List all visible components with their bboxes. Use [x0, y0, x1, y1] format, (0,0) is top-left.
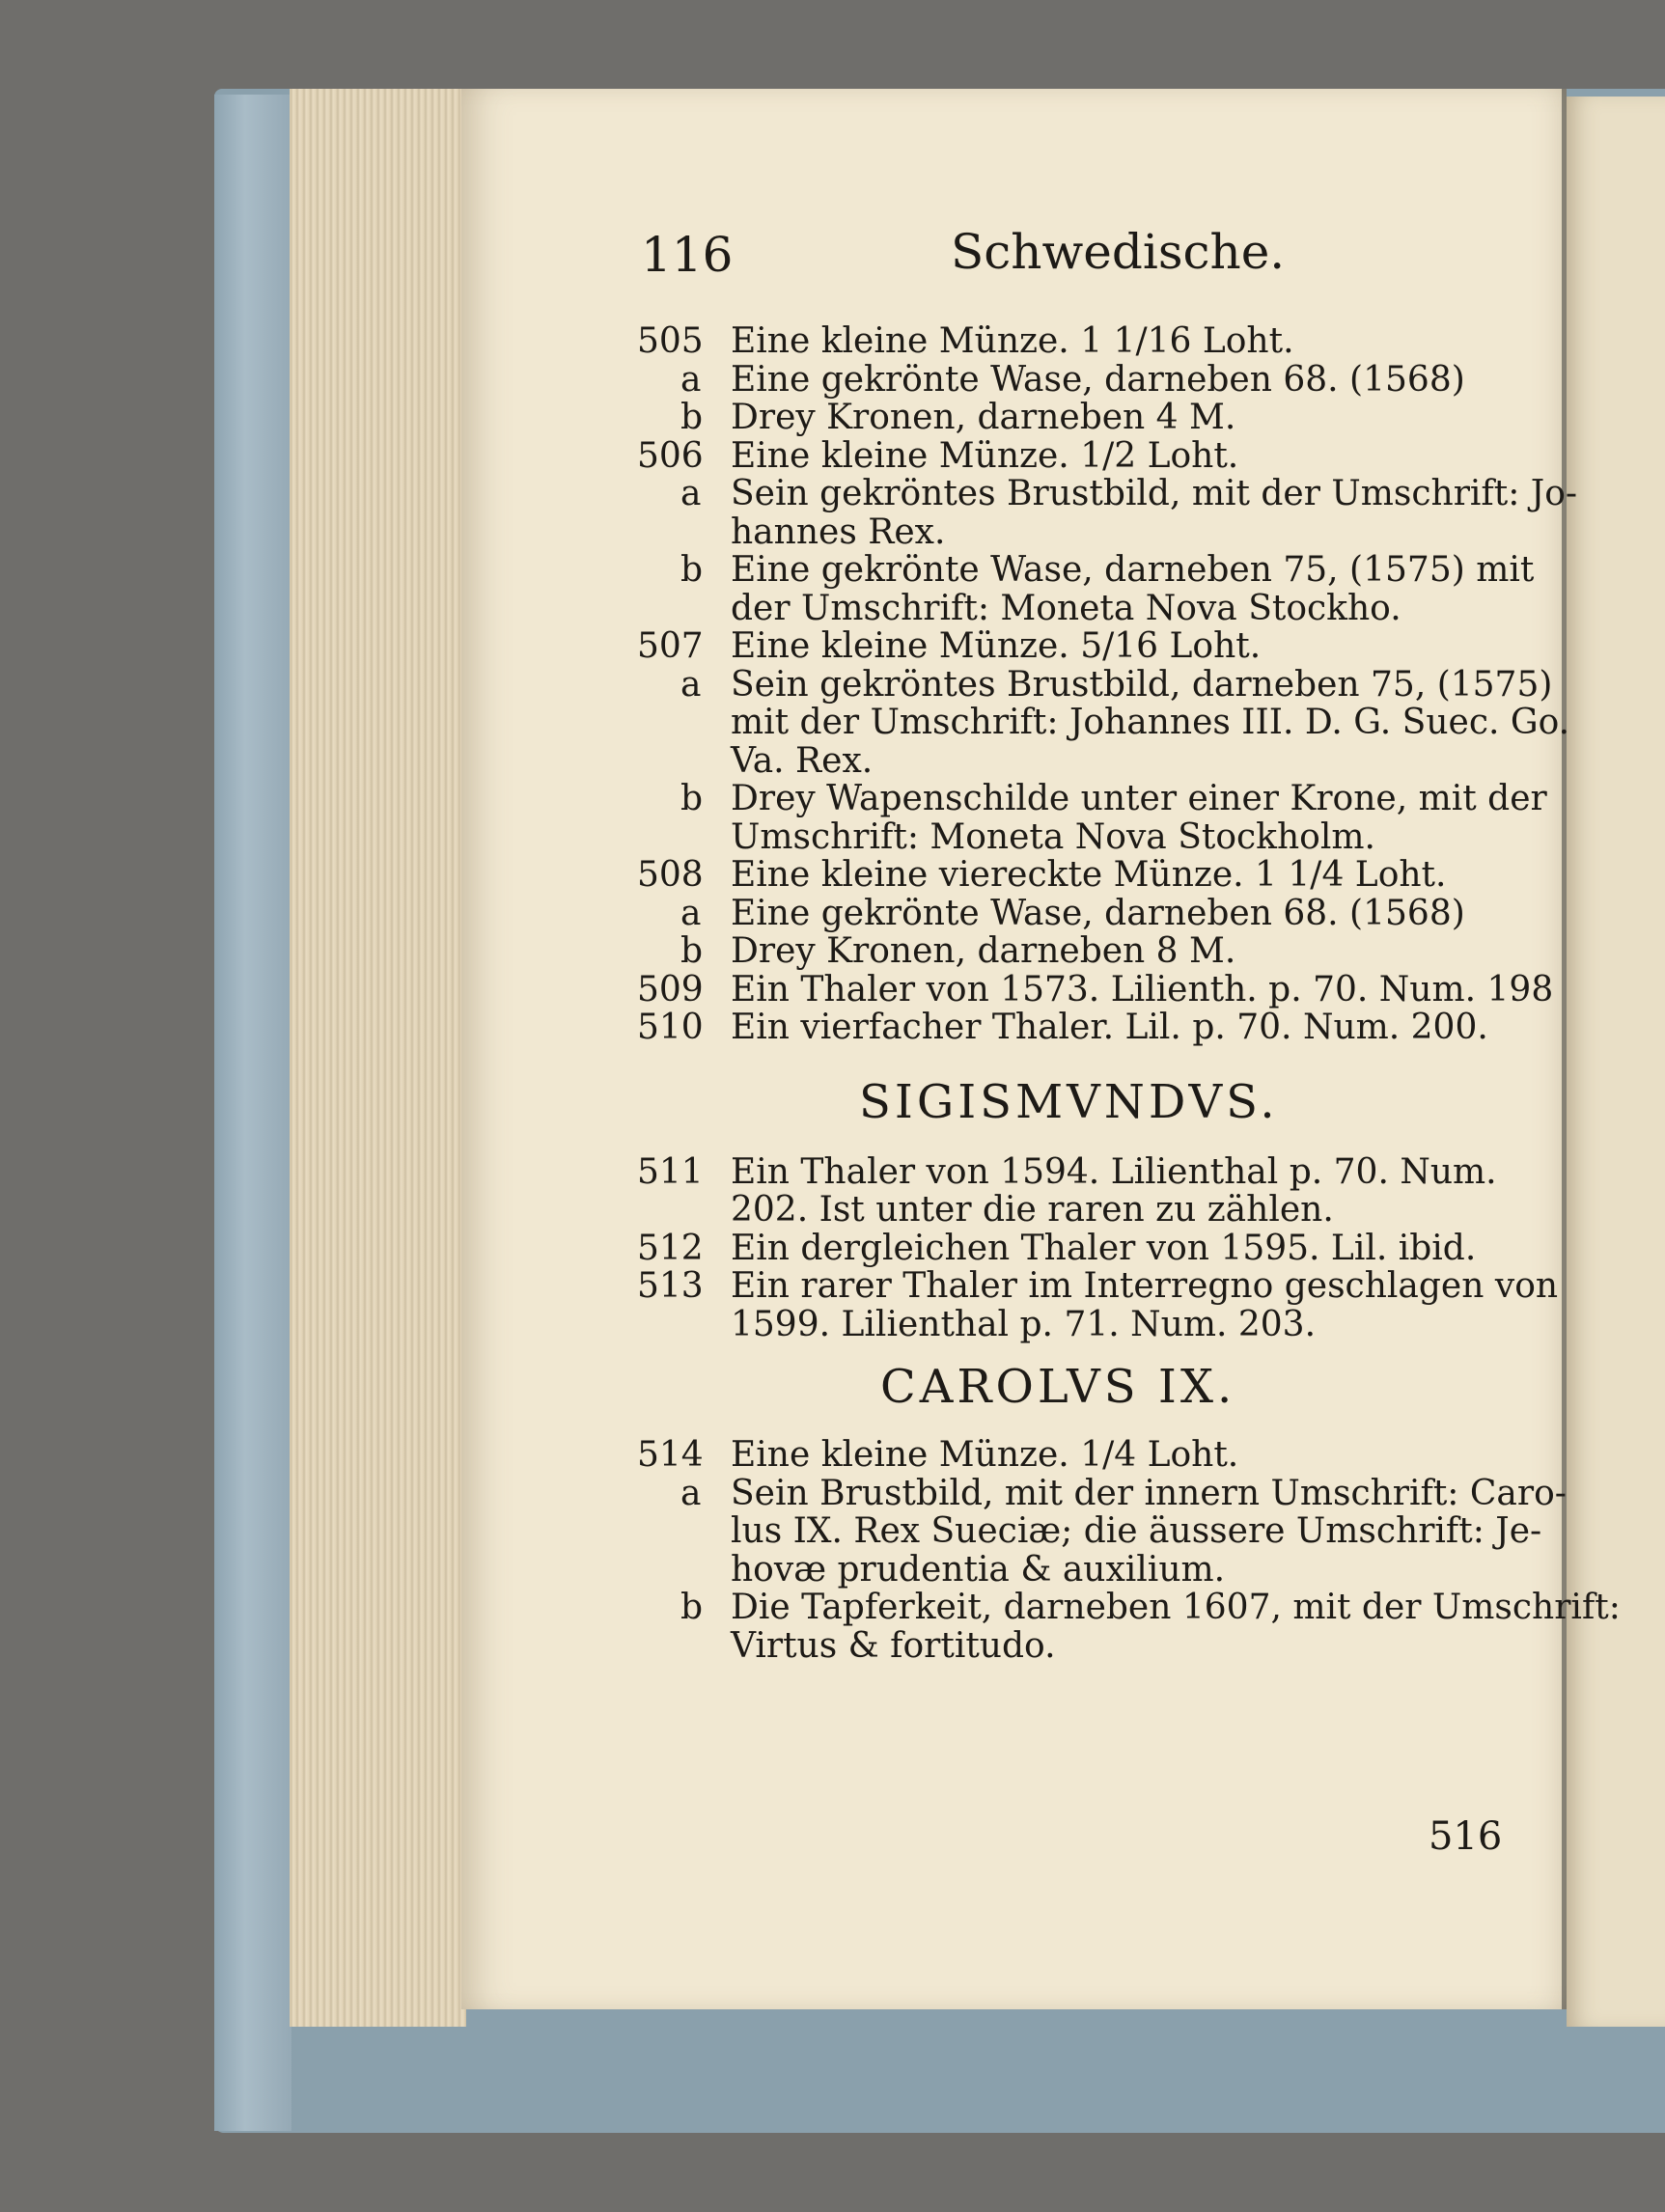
entry-number: 511 [637, 1151, 704, 1192]
entry-text-line: Eine kleine viereckte Münze. 1 1/4 Loht. [731, 855, 1447, 895]
entry-text-line: Ein Thaler von 1594. Lilienthal p. 70. Num. [731, 1151, 1497, 1192]
entry-text-line: Ein rarer Thaler im Interregno geschlagen von [731, 1266, 1559, 1306]
entry-text-line: Sein Brustbild, mit der innern Umschrift: Caro- [731, 1473, 1567, 1513]
entry-text-line: Ein dergleichen Thaler von 1595. Lil. ibid. [731, 1228, 1477, 1268]
entry-text-line: Drey Kronen, darneben 4 M. [731, 398, 1236, 437]
entry-sublabel: b [680, 398, 704, 437]
page-gutter [1562, 89, 1567, 2009]
entry-sublabel: b [680, 931, 704, 971]
entry-text-line: lus IX. Rex Sueciæ; die äussere Umschrift: Je- [731, 1511, 1542, 1551]
entry-text-line: Eine gekrönte Wase, darneben 75, (1575) mit [731, 550, 1535, 590]
entry-text-line: Drey Wapenschilde unter einer Krone, mit der [731, 779, 1547, 818]
entry-number: 514 [637, 1435, 704, 1475]
entry-sublabel: a [680, 359, 702, 400]
entry-number: 512 [637, 1228, 704, 1268]
running-title: Schwedische. [951, 224, 1286, 280]
entry-text-line: Umschrift: Moneta Nova Stockholm. [731, 816, 1375, 857]
entry-text-line: Eine gekrönte Wase, darneben 68. (1568) [731, 893, 1465, 933]
entry-text-line: Eine gekrönte Wase, darneben 68. (1568) [731, 359, 1465, 400]
entry-number: 506 [637, 435, 704, 476]
page-number: 116 [641, 227, 734, 283]
entry-sublabel: b [680, 779, 704, 818]
entry-number: 508 [637, 855, 704, 895]
section-heading: CAROLVS IX. [880, 1360, 1236, 1414]
entry-text-line: 1599. Lilienthal p. 71. Num. 203. [731, 1304, 1317, 1344]
entry-sublabel: b [680, 1588, 704, 1627]
entry-text-line: Ein Thaler von 1573. Lilienth. p. 70. Num. 198 [731, 969, 1554, 1009]
entry-text-line: Sein gekröntes Brustbild, darneben 75, (1575) [731, 664, 1553, 705]
entry-text-line: der Umschrift: Moneta Nova Stockho. [731, 588, 1401, 628]
entry-text-line: Eine kleine Münze. 1/2 Loht. [731, 435, 1239, 476]
catchword: 516 [1429, 1814, 1503, 1859]
entry-text-line: hannes Rex. [731, 512, 946, 552]
entry-number: 505 [637, 321, 704, 361]
entry-sublabel: a [680, 664, 702, 705]
entry-number: 513 [637, 1266, 704, 1306]
entry-number: 510 [637, 1008, 704, 1047]
entry-number: 507 [637, 626, 704, 666]
entry-sublabel: a [680, 1473, 702, 1513]
section-heading: SIGISMVNDVS. [859, 1074, 1279, 1129]
entry-sublabel: b [680, 550, 704, 590]
book-spine [214, 95, 291, 2131]
entry-text-line: Eine kleine Münze. 1 1/16 Loht. [731, 321, 1294, 361]
entry-text-line: Die Tapferkeit, darneben 1607, mit der Umschrift: [731, 1588, 1621, 1627]
page-edges [290, 89, 466, 2027]
entry-text-line: Ein vierfacher Thaler. Lil. p. 70. Num. 200. [731, 1008, 1488, 1047]
entry-text-line: Eine kleine Münze. 5/16 Loht. [731, 626, 1262, 666]
entry-number: 509 [637, 969, 704, 1009]
entry-text-line: 202. Ist unter die raren zu zählen. [731, 1190, 1334, 1230]
entry-sublabel: a [680, 474, 702, 513]
entry-text-line: mit der Umschrift: Johannes III. D. G. Suec. Go. [731, 703, 1570, 742]
entry-text-line: Drey Kronen, darneben 8 M. [731, 931, 1236, 971]
facing-page-edge [1567, 97, 1665, 2027]
entry-text-line: Eine kleine Münze. 1/4 Loht. [731, 1435, 1239, 1475]
entry-text-line: hovæ prudentia & auxilium. [731, 1549, 1226, 1590]
entry-text-line: Va. Rex. [731, 740, 874, 781]
entry-text-line: Sein gekröntes Brustbild, mit der Umschrift: Jo- [731, 474, 1578, 513]
entry-text-line: Virtus & fortitudo. [731, 1625, 1056, 1666]
entry-sublabel: a [680, 893, 702, 933]
